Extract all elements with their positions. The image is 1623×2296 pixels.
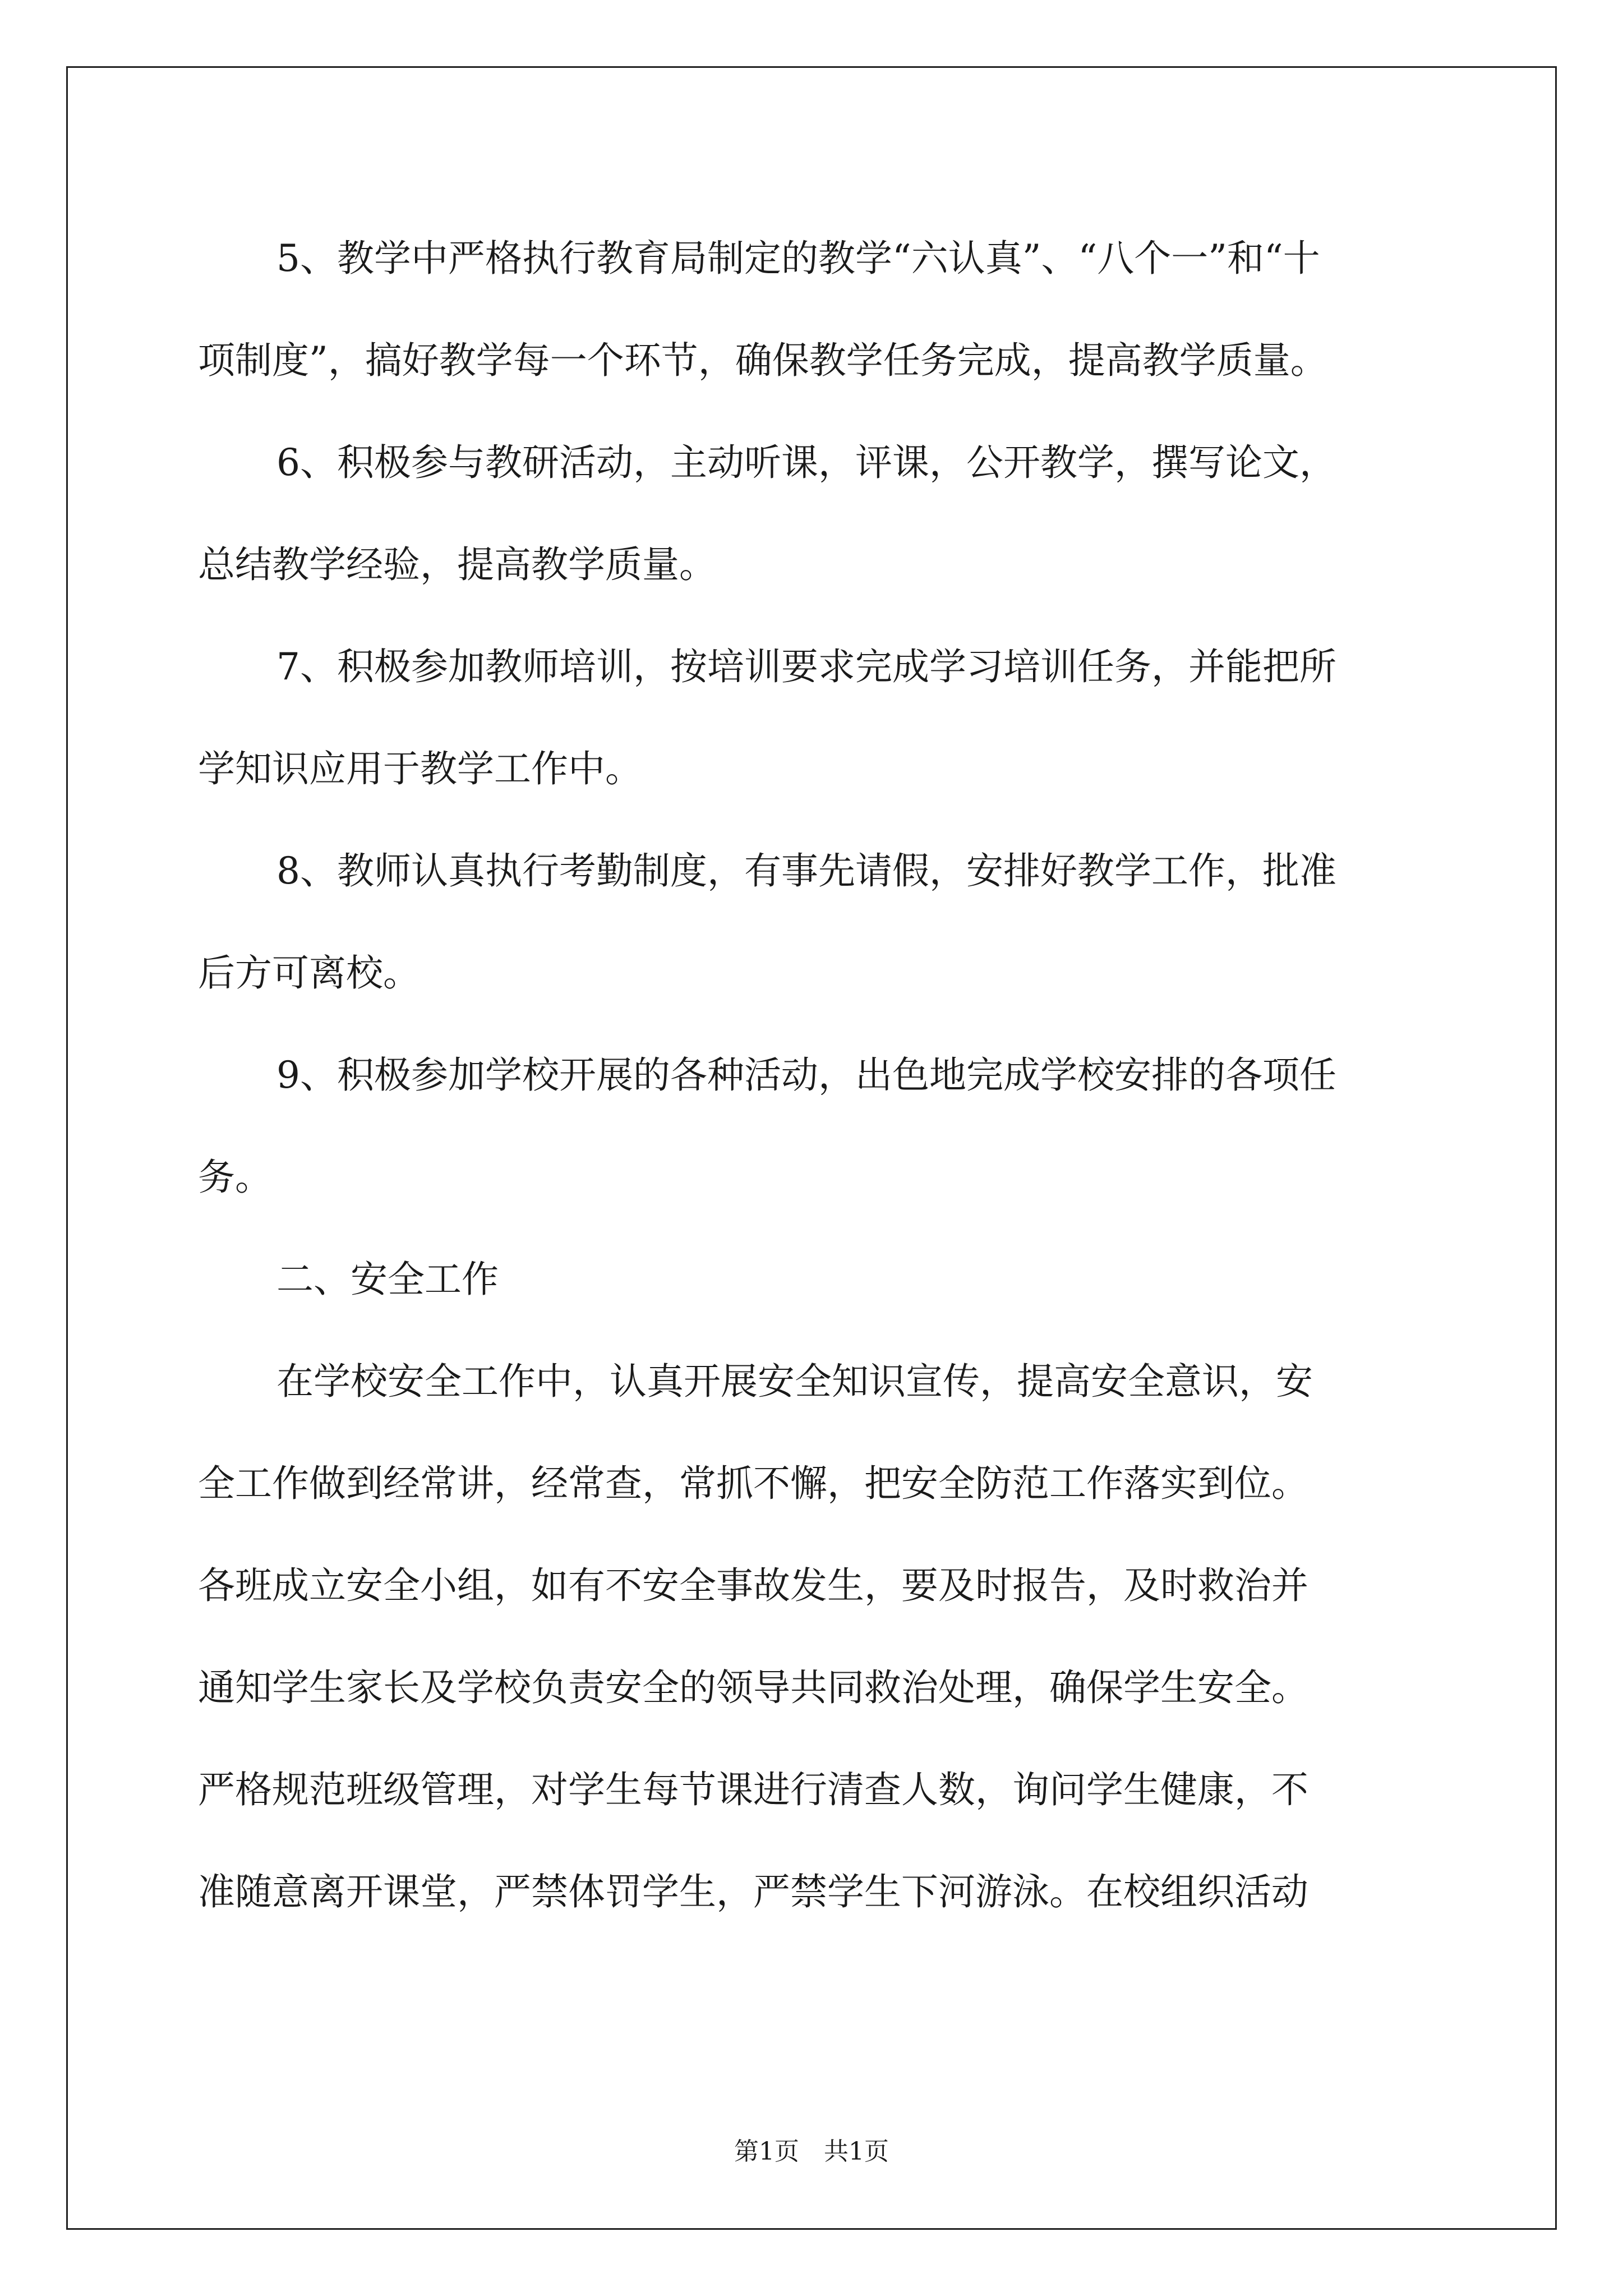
paragraph-item-7 bbox=[198, 616, 1432, 820]
text-line: 总结教学经验，提高教学质量。 bbox=[198, 543, 716, 586]
paragraph-item-5 bbox=[198, 208, 1432, 412]
paragraph-safety-body bbox=[198, 1331, 1432, 1943]
text-line: 项制度”，搞好教学每一个环节，确保教学任务完成，提高教学质量。 bbox=[198, 339, 1327, 382]
document-body bbox=[198, 208, 1432, 1943]
text-line: 严格规范班级管理，对学生每节课进行清查人数，询问学生健康，不 bbox=[198, 1768, 1308, 1811]
text-line: 5、教学中严格执行教育局制定的教学“六认真”、“八个一”和“十 bbox=[276, 237, 1320, 280]
text-line: 7、积极参加教师培训，按培训要求完成学习培训任务，并能把所 bbox=[276, 645, 1336, 688]
text-line: 全工作做到经常讲，经常查，常抓不懈，把安全防范工作落实到位。 bbox=[198, 1462, 1308, 1505]
text-line: 通知学生家长及学校负责安全的领导共同救治处理，确保学生安全。 bbox=[198, 1666, 1308, 1709]
text-line: 务。 bbox=[198, 1156, 272, 1199]
text-line: 学知识应用于教学工作中。 bbox=[198, 747, 642, 790]
page-footer bbox=[0, 2136, 1623, 2168]
section-heading-text: 二、安全工作 bbox=[276, 1258, 499, 1301]
text-line: 6、积极参与教研活动，主动听课，评课，公开教学，撰写论文， bbox=[276, 441, 1336, 484]
paragraph-item-8 bbox=[198, 820, 1432, 1024]
text-line: 准随意离开课堂，严禁体罚学生，严禁学生下河游泳。在校组织活动 bbox=[198, 1870, 1308, 1913]
page-number-label: 第1页 共1页 bbox=[734, 2137, 889, 2166]
text-line: 各班成立安全小组，如有不安全事故发生，要及时报告，及时救治并 bbox=[198, 1564, 1308, 1607]
text-line: 9、积极参加学校开展的各种活动，出色地完成学校安排的各项任 bbox=[276, 1053, 1336, 1097]
text-line: 后方可离校。 bbox=[198, 951, 420, 995]
text-line: 在学校安全工作中，认真开展安全知识宣传，提高安全意识，安 bbox=[276, 1360, 1313, 1403]
paragraph-item-6 bbox=[198, 412, 1432, 616]
section-heading-safety bbox=[198, 1228, 1432, 1331]
text-line: 8、教师认真执行考勤制度，有事先请假，安排好教学工作，批准 bbox=[276, 849, 1336, 892]
paragraph-item-9 bbox=[198, 1024, 1432, 1228]
